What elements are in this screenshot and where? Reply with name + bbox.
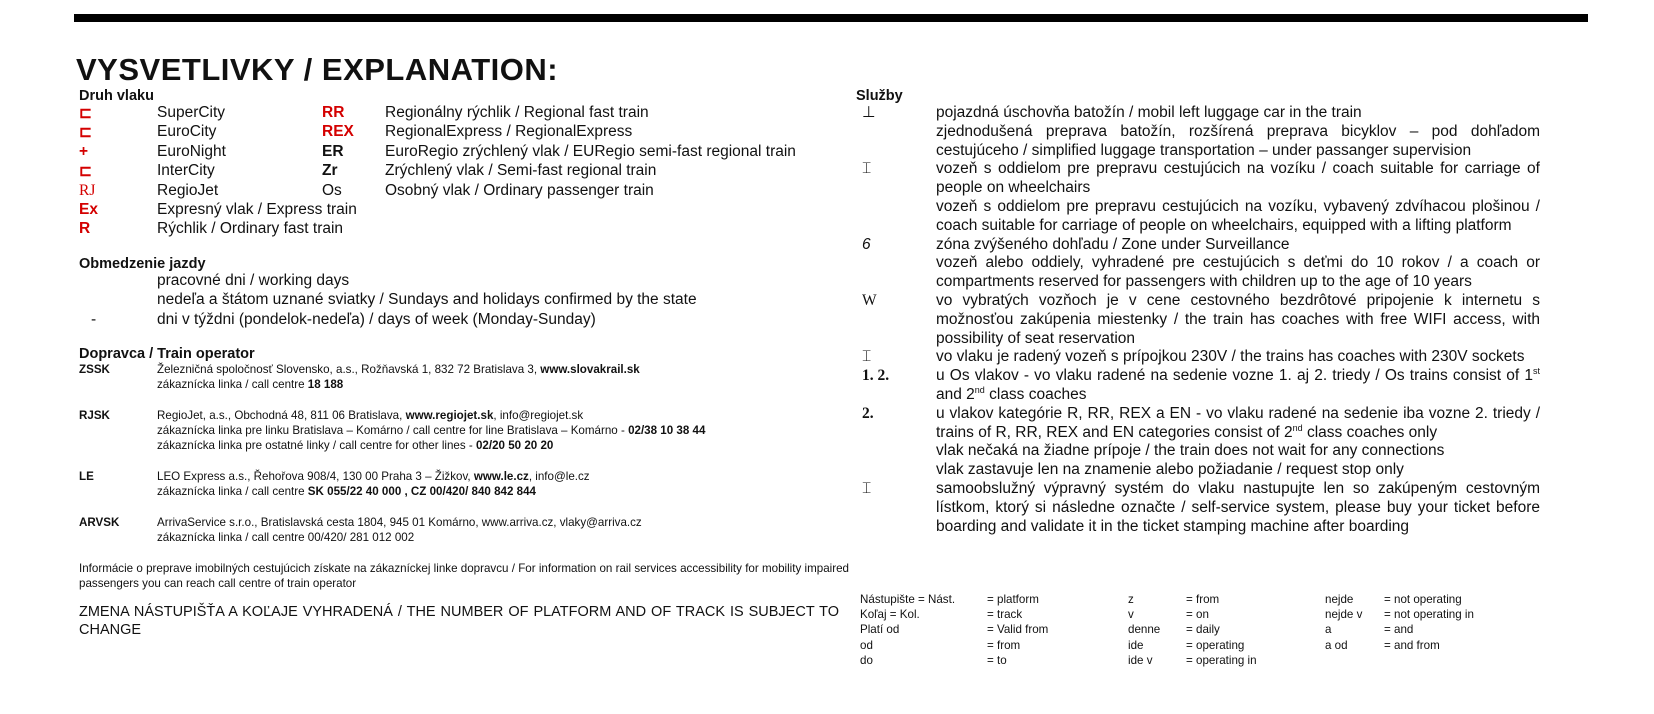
train-name: InterCity	[157, 162, 215, 180]
legend-cell: = and	[1384, 623, 1414, 637]
luggage-car-icon: ⊥	[862, 104, 876, 121]
list-item	[860, 123, 1540, 161]
service-description: vlak zastavuje len na znamenie alebo požiadanie / request stop only	[936, 461, 1404, 479]
obmedzenie-heading: Obmedzenie jazdy	[79, 255, 206, 272]
dopravca-heading: Dopravca / Train operator	[79, 345, 255, 362]
left-column	[79, 88, 849, 639]
list-item	[860, 292, 1540, 348]
callcentre-phone: 02/20 50 20 20	[475, 438, 554, 452]
legend-cell: do	[860, 653, 873, 667]
legend-cell: = Valid from	[987, 623, 1049, 637]
service-icon	[860, 442, 936, 461]
legend-cell: a od	[1325, 638, 1348, 652]
express-icon: Ex	[79, 200, 98, 218]
legend-cell: = and from	[1384, 638, 1440, 652]
legend-cell: Koľaj = Kol.	[860, 608, 920, 622]
legend-cell: Nástupište = Nást.	[860, 593, 956, 606]
list-item	[79, 143, 849, 162]
operator-web-link[interactable]: www.le.cz	[473, 469, 529, 483]
legend-cell: a	[1325, 623, 1332, 637]
train-name: EuroNight	[157, 142, 226, 160]
wifi-icon: W	[862, 291, 877, 309]
legend-cell: nejde	[1325, 593, 1354, 606]
supercity-icon: ⊏	[79, 105, 92, 122]
dash-icon: -	[91, 310, 97, 328]
legend-cell: = not operating	[1384, 593, 1462, 606]
operator-le	[79, 469, 849, 499]
list-item	[79, 162, 849, 181]
legend-cell: nejde v	[1325, 608, 1363, 622]
service-icon	[860, 461, 936, 480]
service-icon	[860, 254, 936, 292]
service-description: vozeň s oddielom pre prepravu cestujúcich na vozíku, vybavený zdvíhacou plošinou / coach suitable for carriage of people on wheelchairs, equipped with a lifting platform	[936, 197, 1540, 234]
operator-zssk	[79, 362, 849, 392]
legend-cell: = on	[1186, 608, 1209, 622]
operator-code: LE	[79, 469, 94, 483]
callcentre-label: zákaznícka linka pre ostatné linky / call centre for other lines -	[157, 438, 476, 452]
operator-arvsk	[79, 515, 849, 545]
restriction-text: dni v týždni (pondelok-nedeľa) / days of week (Monday-Sunday)	[157, 310, 596, 328]
wheelchair-icon: ⌶	[862, 348, 872, 366]
callcentre-label: zákaznícka linka / call centre	[157, 377, 308, 391]
legend-cell: ide v	[1128, 653, 1153, 667]
callcentre-label: zákaznícka linka / call centre 00/420/ 281 012 002	[157, 530, 415, 544]
train-code: ER	[322, 142, 344, 160]
top-rule	[74, 14, 1588, 22]
legend-cell: ide	[1128, 638, 1144, 652]
train-code: Os	[322, 181, 342, 199]
legend-cell: = daily	[1186, 623, 1220, 637]
legend-cell: = from	[987, 638, 1021, 652]
eurocity-icon: ⊏	[79, 124, 92, 142]
service-description: u Os vlakov - vo vlaku radené na sedenie vozne 1. aj 2. triedy / Os trains consist of 1st and 2nd class coaches	[936, 366, 1540, 403]
service-description: u vlakov kategórie R, RR, REX a EN - vo vlaku radené na sedenie iba vozne 2. triedy / trains of R, RR, REX and EN categories consist of 2nd class coaches only	[936, 404, 1540, 441]
callcentre-phone: 18 188	[307, 377, 344, 391]
list-item	[79, 311, 849, 330]
page-title: VYSVETLIVKY / EXPLANATION:	[76, 52, 559, 87]
operator-code: RJSK	[79, 408, 110, 422]
druh-heading: Druh vlaku	[79, 88, 154, 104]
service-description: vozeň alebo oddiely, vyhradené pre cestujúcich s deťmi do 10 rokov / a coach or compartments reserved for passengers with children up to the age of 10 years	[936, 254, 1540, 291]
restriction-text: pracovné dni / working days	[157, 271, 350, 289]
list-item	[860, 236, 1540, 255]
operator-address: Železničná spoločnosť Slovensko, a.s., Rožňavská 1, 832 72 Bratislava 3,	[157, 362, 541, 376]
legend-cell: v	[1128, 608, 1134, 622]
class-2-icon: 2.	[862, 404, 874, 422]
operator-address: ArrivaService s.r.o., Bratislavská cesta 1804, 945 01 Komárno, www.arriva.cz, vlaky@arriva.cz	[157, 515, 642, 529]
operator-code: ZSSK	[79, 362, 110, 376]
service-description: vo vlaku je radený vozeň s prípojkou 230V / the trains has coaches with 230V sockets	[936, 348, 1525, 366]
service-description: zóna zvýšeného dohľadu / Zone under Surveillance	[936, 235, 1290, 253]
train-desc: RegionalExpress / RegionalExpress	[385, 123, 633, 141]
service-description: pojazdná úschovňa batožín / mobil left luggage car in the train	[936, 104, 1362, 121]
train-name: SuperCity	[157, 104, 226, 121]
mobility-info: Informácie o preprave imobilných cestujúcich získate na zákazníckej linke dopravcu / For information on rail services accessibility for mobility impaired passengers you can reach call centre of train operator	[79, 561, 849, 590]
right-column	[856, 88, 1540, 536]
operator-web-link[interactable]: www.slovakrail.sk	[540, 362, 640, 376]
legend-cell: denne	[1128, 623, 1161, 637]
train-name: RegioJet	[157, 181, 219, 199]
operator-web-link[interactable]: www.regiojet.sk	[405, 408, 494, 422]
service-description: vlak nečaká na žiadne prípoje / the train does not wait for any connections	[936, 442, 1445, 460]
train-desc: EuroRegio zrýchlený vlak / EURegio semi-fast regional train	[385, 142, 796, 160]
service-description: zjednodušená preprava batožín, rozšírená preprava bicyklov – pod dohľadom cestujúceho / simplified luggage transportation – under passanger supervision	[936, 122, 1540, 159]
wheelchair-icon: ⌶	[862, 160, 872, 178]
service-icon	[860, 198, 936, 236]
wheelchair-icon: ⌶	[862, 479, 872, 497]
callcentre-label: zákaznícka linka pre linku Bratislava – Komárno / call centre for line Bratislava – Komárno -	[157, 423, 629, 437]
train-name: EuroCity	[157, 123, 217, 141]
platform-change-notice: ZMENA NÁSTUPIŠŤA A KOĽAJE VYHRADENÁ / THE NUMBER OF PLATFORM AND OF TRACK IS SUBJECT TO CHANGE	[79, 603, 839, 638]
list-item	[860, 367, 1540, 405]
list-item	[79, 220, 849, 239]
sluzby-heading: Služby	[856, 88, 903, 104]
list-item	[860, 104, 1540, 123]
operator-code: ARVSK	[79, 515, 120, 529]
train-name: Expresný vlak / Express train	[157, 200, 357, 218]
list-item	[79, 123, 849, 142]
euronight-icon: +	[79, 142, 89, 160]
sluzby-list	[860, 104, 1540, 536]
train-desc: Zrýchlený vlak / Semi-fast regional train	[385, 162, 657, 180]
train-code: RR	[322, 104, 345, 121]
legend-cell: = to	[987, 653, 1007, 667]
legend-cell: = operating in	[1186, 653, 1257, 667]
service-description: samoobslužný výpravný systém do vlaku nastupujte len so zakúpeným cestovným lístkom, ktorý si následne označte / self-service system, please buy your ticket before boarding and validate it in the ticket stamping machine after boarding	[936, 479, 1540, 535]
legend-cell: = operating	[1186, 638, 1245, 652]
list-item	[860, 461, 1540, 480]
train-name: Rýchlik / Ordinary fast train	[157, 220, 344, 238]
legend-cell: = platform	[987, 593, 1039, 606]
list-item	[860, 405, 1540, 443]
legend-cell: = from	[1186, 593, 1220, 606]
legend-cell: = not operating in	[1384, 608, 1474, 622]
train-code: REX	[322, 123, 354, 141]
regiojet-icon: RJ	[79, 181, 96, 199]
class-1-2-icon: 1. 2.	[862, 367, 890, 385]
list-item	[860, 198, 1540, 236]
list-item	[79, 182, 849, 201]
operator-address: LEO Express a.s., Řehořova 908/4, 130 00 Praha 3 – Žižkov,	[157, 469, 474, 483]
list-item	[79, 201, 849, 220]
train-code: Zr	[322, 162, 338, 180]
intercity-icon: ⊏	[79, 163, 92, 181]
surveillance-icon: 6	[862, 235, 871, 253]
operator-rjsk	[79, 408, 849, 453]
train-desc: Regionálny rýchlik / Regional fast train	[385, 104, 649, 121]
operator-email[interactable]: , info@le.cz	[528, 469, 590, 483]
legend-cell: od	[860, 638, 873, 652]
fast-train-icon: R	[79, 220, 91, 238]
callcentre-label: zákaznícka linka / call centre	[157, 484, 308, 498]
list-item	[79, 272, 849, 291]
list-item	[860, 160, 1540, 198]
legend-cell: Platí od	[860, 623, 900, 637]
legend-cell: z	[1128, 593, 1134, 606]
callcentre-phone: 02/38 10 38 44	[628, 423, 706, 437]
list-item	[860, 348, 1540, 367]
list-item	[860, 442, 1540, 461]
operator-address: RegioJet, a.s., Obchodná 48, 811 06 Bratislava,	[157, 408, 406, 422]
list-item	[860, 480, 1540, 536]
druh-list	[79, 104, 849, 240]
service-description: vozeň s oddielom pre prepravu cestujúcich na vozíku / coach suitable for carriage of people on wheelchairs	[936, 160, 1540, 197]
service-description: vo vybratých vozňoch je v cene cestovného bezdrôtové pripojenie k internetu s možnosťou zakúpenia miestenky / the train has coaches with free WIFI access, with possibility of seat reservation	[936, 291, 1540, 347]
list-item	[79, 104, 849, 123]
legend-cell: = track	[987, 608, 1023, 622]
list-item	[79, 291, 849, 310]
callcentre-phone: SK 055/22 40 000 , CZ 00/420/ 840 842 844	[307, 484, 536, 498]
train-desc: Osobný vlak / Ordinary passenger train	[385, 181, 654, 199]
restriction-text: nedeľa a štátom uznané sviatky / Sundays and holidays confirmed by the state	[157, 291, 697, 309]
list-item	[860, 254, 1540, 292]
service-icon	[860, 123, 936, 161]
operator-email[interactable]: , info@regiojet.sk	[493, 408, 584, 422]
